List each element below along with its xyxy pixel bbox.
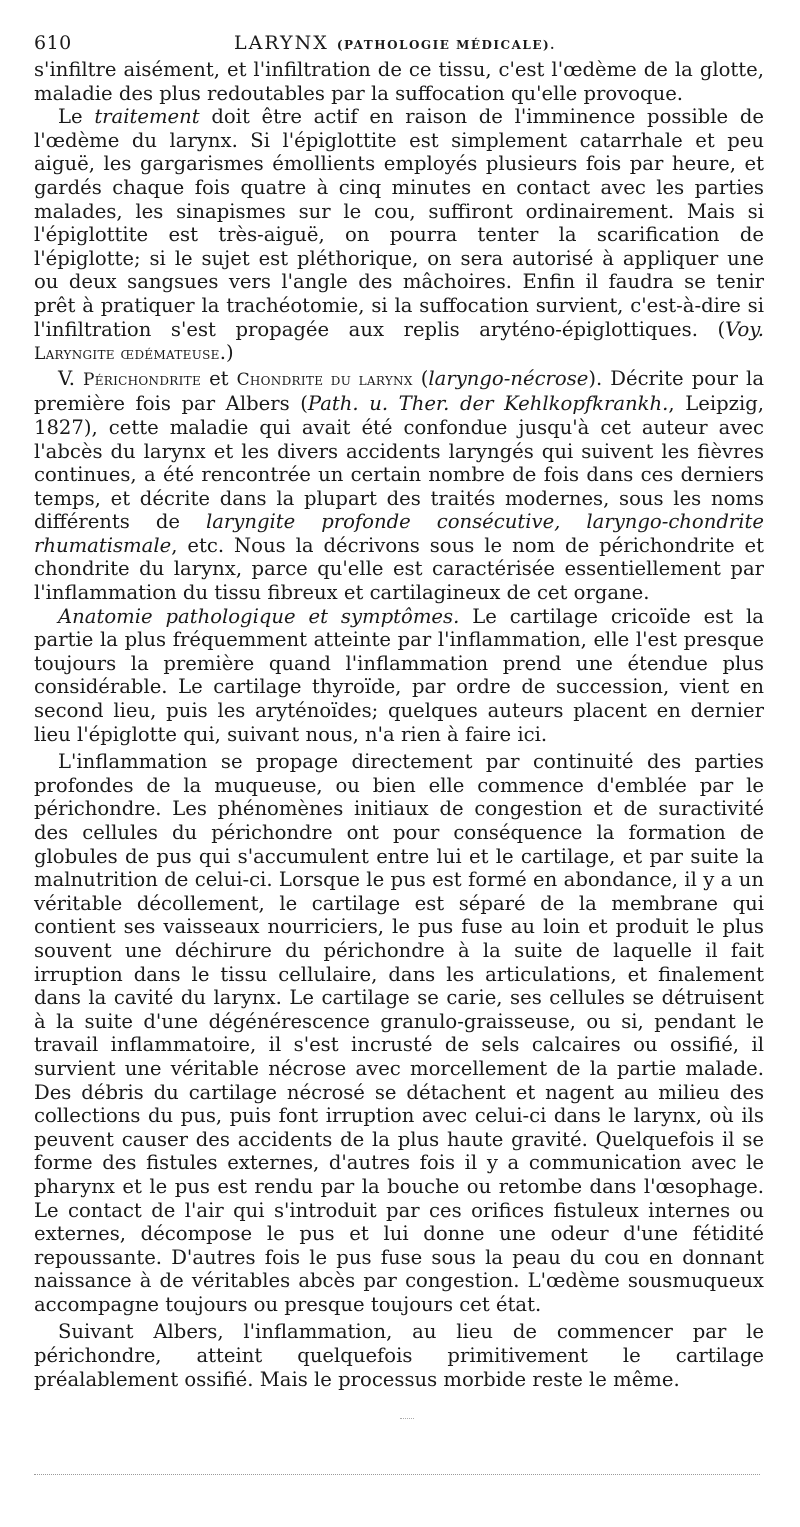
text-run: .) [219,341,234,365]
print-mark [400,1418,414,1419]
emphasis-synonyms: laryngite profonde consécutive, laryngo-chondrite rhumatismale [34,510,764,557]
subheading-anatomie: Anatomie pathologique et symptômes. [58,604,460,628]
citation-title: Path. u. Ther. der Kehlkopfkrankh. [307,392,669,416]
running-title-main: LARYNX [234,32,329,54]
paragraph-traitement [34,105,764,367]
page-number: 610 [34,32,72,54]
text-run: Le [58,105,95,129]
emphasis-voy: Voy. [725,317,764,341]
page [34,26,764,1391]
text-run: Le cartilage cricoïde est la partie la plus fréquemment atteinte par l'inflammation, elle l'est presque toujours la première quand l'inflammation prend une étendue plus considérable. Le cartilage thyroïde, par ordre de succession, vient en second lieu, puis les aryténoïdes; quelques auteurs placent en dernier lieu l'épiglotte qui, suivant nous, n'a rien à faire ici. [34,604,764,746]
running-title-sub: (PATHOLOGIE MÉDICALE). [336,38,556,52]
section-heading-chondrite: Chondrite du larynx [236,369,413,390]
paragraph-anatomie [34,605,764,747]
paragraph-1: s'infiltre aisément, et l'infiltration de ce tissu, c'est l'œdème de la glotte, maladie des plus redoutables par la suffocation qu'elle provoque. [34,58,764,105]
paragraph-inflammation: L'inflammation se propage directement par continuité des parties profondes de la muqueuse, ou bien elle commence d'emblée par le périchondre. Les phénomènes initiaux de congestion et de suractivité des cellules du périchondre ont pour conséquence la formation de globules de pus qui s'accumulent entre lui et le cartilage, et par suite la malnutrition de celui-ci. Lorsque le pus est formé en abondance, il y a un véritable décollement, le cartilage est séparé de la membrane qui contient ses vaisseaux nourriciers, le pus fuse au loin et produit le plus souvent une déchirure du périchondre à la suite de laquelle il fait irruption dans le tissu cellulaire, dans les articulations, et finalement dans la cavité du larynx. Le cartilage se carie, ses cellules se détruisent à la suite d'une dégénérescence granulo-graisseuse, ou si, pendant le travail inflammatoire, il s'est incrusté de sels calcaires ou ossifié, il survient une véritable nécrose avec morcellement de la partie malade. Des débris du cartilage nécrosé se détachent et nagent au milieu des collections du pus, puis font irruption avec celui-ci dans le larynx, où ils peuvent causer des accidents de la plus haute gravité. Quelquefois il se forme des fistules externes, d'autres fois il y a communication avec le pharynx et le pus est rendu par la bouche ou retombe dans l'œsophage. Le contact de l'air qui s'introduit par ces orifices fistuleux internes ou externes, décompose le pus et lui donne une odeur d'une fétidité repoussante. D'autres fois le pus fuse sous la peau du cou en donnant naissance à de véritables abcès par congestion. L'œdème sousmuqueux accompagne toujours ou presque toujours cet état. [34,750,764,1316]
paragraph-albers: Suivant Albers, l'inflammation, au lieu de commencer par le périchondre, atteint quelquefois primitivement le cartilage préalablement ossifié. Mais le processus morbide reste le même. [34,1320,764,1391]
footer-rule [34,1474,760,1475]
running-header [34,26,764,56]
section-heading-perichondrite: Périchondrite [83,369,202,390]
text-run: ). Décrite pour la première fois par Albers ( [34,366,765,416]
body-text [34,58,764,1391]
text-run: , etc. Nous la décrivons sous le nom de périchondrite et chondrite du larynx, parce qu'elle est caractérisée essentiellement par l'inflammation du tissu fibreux et cartilagineux de cet organe. [34,533,764,605]
text-run: doit être actif en raison de l'imminence possible de l'œdème du larynx. Si l'épiglottite est simplement catarrhale et peu aiguë, les gargarismes émollients employés plusieurs fois par heure, et gardés chaque fois quatre à cinq minutes en contact avec les parties malades, les sinapismes sur le cou, suffiront ordinairement. Mais si l'épiglottite est très-aiguë, on pourra tenter la scarification de l'épiglotte; si le sujet est pléthorique, on sera autorisé à appliquer une ou deux sangsues vers l'angle des mâchoires. Enfin il faudra se tenir prêt à pratiquer la trachéotomie, si la suffocation survient, c'est-à-dire si l'infiltration s'est propagée aux replis aryténo-épiglottiques. ( [34,105,764,341]
text-run: , Leipzig, 1827), cette maladie qui avait été confondue jusqu'à cet auteur avec l'abcès du larynx et les divers accidents laryngés qui suivent les fièvres continues, a été rencontrée un certain nombre de fois dans ces derniers temps, et décrite dans la plupart des traités modernes, sous les noms différents de [34,392,764,534]
text-run: et [201,366,237,390]
running-title [234,32,556,54]
text-run: ( [412,366,429,390]
paragraph-perichondrite [34,367,764,605]
emphasis-traitement: traitement [94,105,200,129]
text-run: V. [58,366,83,390]
emphasis-laryngo-necrose: laryngo-nécrose [428,366,589,390]
cross-reference: Laryngite œdémateuse [34,344,220,365]
